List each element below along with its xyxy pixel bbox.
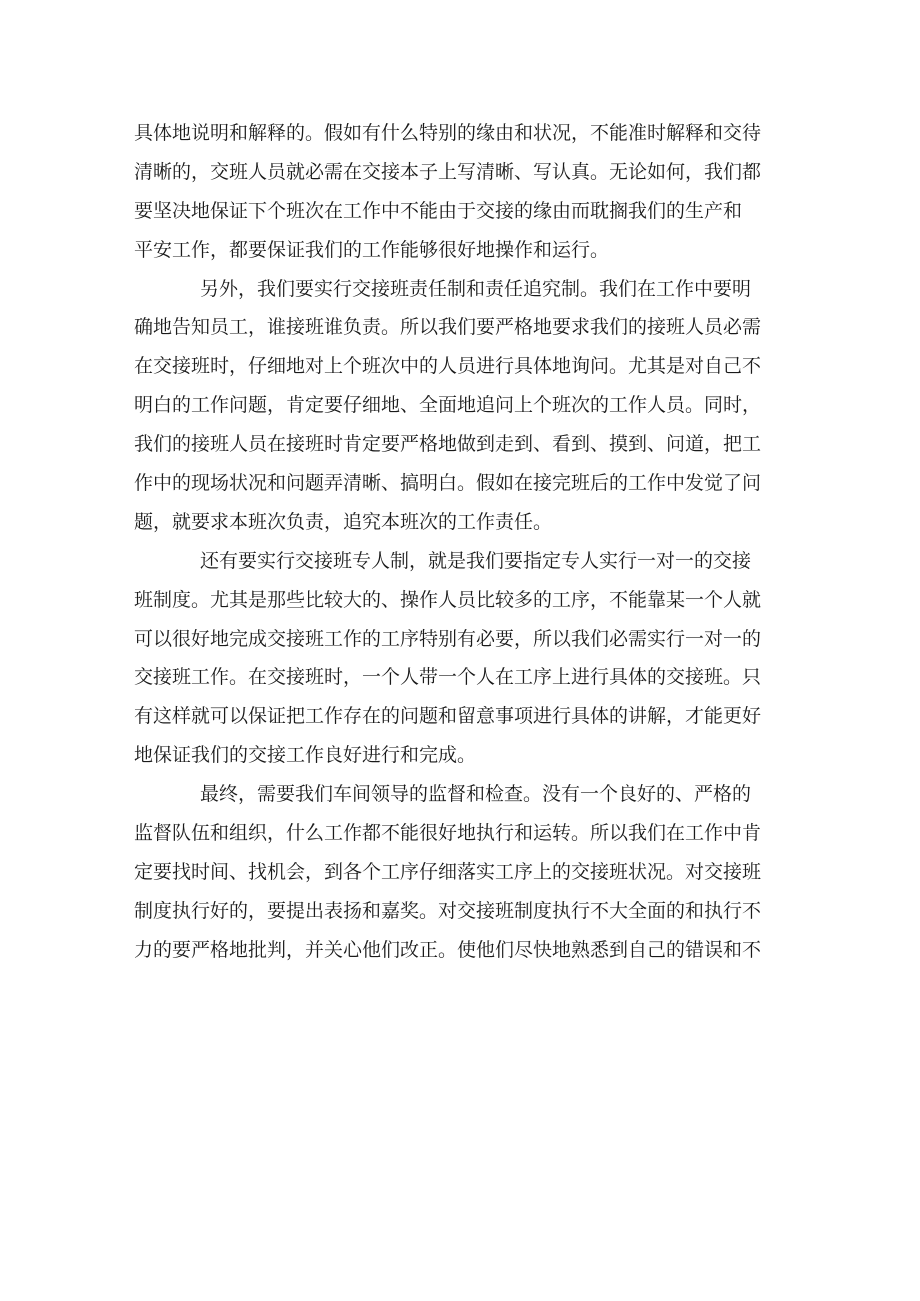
paragraph-1-line-3: 要坚决地保证下个班次在工作中不能由于交接的缘由而耽搁我们的生产和 [134,199,743,222]
paragraph-2-line-6: 作中的现场状况和问题弄清晰、搞明白。假如在接完班后的工作中发觉了问 [134,472,762,495]
paragraph-4-line-2: 监督队伍和组织，什么工作都不能很好地执行和运转。所以我们在工作中肯 [134,822,762,845]
paragraph-4-line-1: 最终，需要我们车间领导的监督和检查。没有一个良好的、严格的 [200,783,752,806]
paragraph-3-line-1: 还有要实行交接班专人制，就是我们要指定专人实行一对一的交接 [200,549,752,572]
paragraph-1-line-4: 平安工作，都要保证我们的工作能够很好地操作和运行。 [134,238,610,261]
paragraph-3-line-2: 班制度。尤其是那些比较大的、操作人员比较多的工序，不能靠某一个人就 [134,588,762,611]
paragraph-3-line-4: 交接班工作。在交接班时，一个人带一个人在工序上进行具体的交接班。只 [134,666,762,689]
paragraph-2-line-1: 另外，我们要实行交接班责任制和责任追究制。我们在工作中要明 [200,277,752,300]
paragraph-2-line-5: 我们的接班人员在接班时肯定要严格地做到走到、看到、摸到、问道，把工 [134,433,762,456]
body-text [134,114,794,970]
paragraph-1-line-1: 具体地说明和解释的。假如有什么特别的缘由和状况，不能准时解释和交待 [134,122,762,144]
paragraph-4-line-3: 定要找时间、找机会，到各个工序仔细落实工序上的交接班状况。对交接班 [134,860,762,883]
paragraph-2-line-4: 明白的工作问题，肯定要仔细地、全面地追问上个班次的工作人员。同时， [134,394,762,417]
paragraph-1-line-2: 清晰的，交班人员就必需在交接本子上写清晰、写认真。无论如何，我们都 [134,160,762,183]
paragraph-4-line-5: 力的要严格地批判，并关心他们改正。使他们尽快地熟悉到自己的错误和不 [134,938,762,961]
paragraph-3-line-5: 有这样就可以保证把工作存在的问题和留意事项进行具体的讲解，才能更好 [134,705,762,728]
paragraph-3-line-3: 可以很好地完成交接班工作的工序特别有必要，所以我们必需实行一对一的 [134,627,762,650]
paragraph-3-line-6: 地保证我们的交接工作良好进行和完成。 [134,744,477,767]
paragraph-4-line-4: 制度执行好的，要提出表扬和嘉奖。对交接班制度执行不大全面的和执行不 [134,899,762,922]
paragraph-2-line-7: 题，就要求本班次负责，追究本班次的工作责任。 [134,510,553,533]
paragraph-2-line-2: 确地告知员工，谁接班谁负责。所以我们要严格地要求我们的接班人员必需 [134,316,762,339]
paragraph-2-line-3: 在交接班时，仔细地对上个班次中的人员进行具体地询问。尤其是对自己不 [134,355,762,378]
